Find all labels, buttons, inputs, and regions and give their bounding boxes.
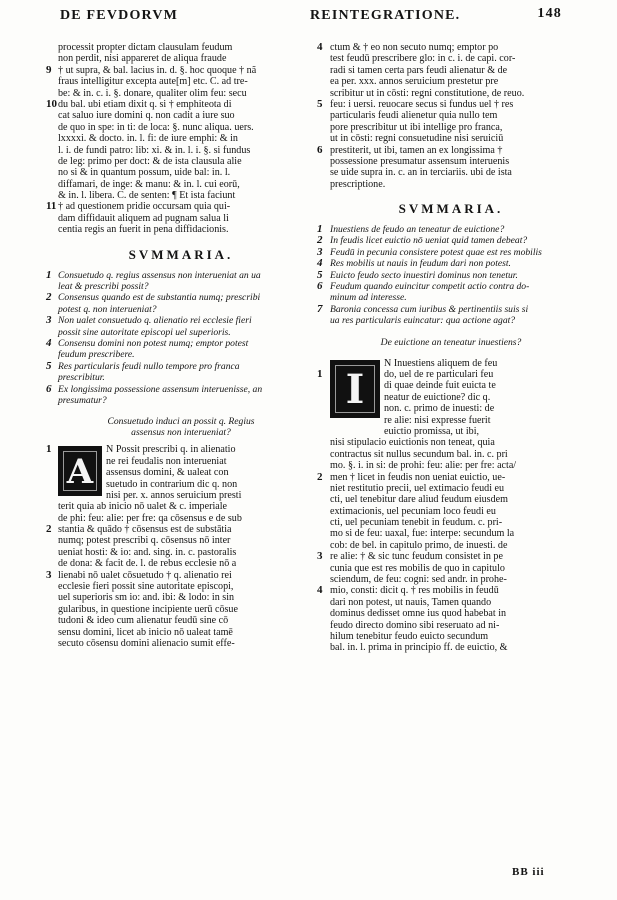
margin-number: 1 [46, 443, 52, 456]
line-text: de quo in spe: in ti: de loca: §. nunc aliqua. uers. [58, 121, 254, 133]
body-line [330, 494, 572, 505]
text-line [58, 145, 304, 156]
body-line [330, 426, 572, 437]
summaria-item [46, 291, 304, 304]
line-text: l. i. de fundi patro: lib: xi. & in. l. i. §. si fundus [58, 144, 251, 156]
margin-number: 10 [46, 97, 57, 110]
body-line [330, 608, 572, 619]
body-line [58, 501, 304, 512]
body-line [58, 456, 304, 467]
body-line [330, 460, 572, 471]
line-text: possessione presumatur assensum interuenis [330, 155, 510, 167]
line-text: Res mobilis ut nauis in feudum dari non potest. [330, 258, 511, 270]
line-text: Non ualet consuetudo q. alienatio rei ecclesie fieri [58, 315, 252, 327]
line-text: diffamari, de inge: & manu: & in. l. cui eorū, [58, 178, 240, 190]
body-line [58, 627, 304, 638]
line-text: mo. §. i. in si: de prohi: feu: alie: per fre: acta/ [330, 460, 517, 472]
line-text: ea per. xxx. annos seruicium prestetur pre [330, 76, 499, 88]
line-text: suetudo in contrarium dic q. non [106, 478, 238, 490]
line-text: secuto cōsensu domini alienacio sumit effe- [58, 637, 235, 649]
summaria-item [46, 268, 304, 281]
line-text: sciendum, de feu: cogni: sed andr. in prohe- [330, 574, 507, 586]
margin-number: 9 [46, 63, 52, 76]
line-text: ueniat hosti: & io: and. sing. in. c. pastoralis [58, 546, 237, 558]
body-line [330, 403, 572, 414]
body-line [317, 470, 572, 483]
left-column [46, 42, 304, 649]
summaria-heading-left: SVMMARIA. [128, 246, 234, 262]
body-line [46, 568, 304, 581]
line-text: Res particularis feudi nullo tempore pro franca [58, 360, 240, 372]
text-line [46, 63, 304, 76]
summaria-item [330, 292, 572, 303]
margin-number: 1 [317, 223, 323, 236]
body-line [58, 638, 304, 649]
line-text: bal. in. l. prima in principio ff. de euictio, & [330, 642, 508, 654]
text-line [317, 143, 572, 156]
line-text: presumatur? [58, 394, 107, 406]
line-text: prescribitur. [58, 372, 105, 384]
margin-number: 7 [317, 302, 323, 315]
summaria-item [46, 359, 304, 372]
text-line [330, 133, 572, 144]
body-line [317, 584, 572, 597]
line-text: Feudum quando euincitur competit actio contra do- [330, 281, 530, 293]
line-text: Consuetudo q. regius assensus non interueniat an ua [58, 269, 261, 281]
summaria-item [58, 327, 304, 338]
line-text: fraus intelligitur excepta aute[m] etc. C. ad tre- [58, 76, 248, 88]
line-text: cti, uel tenebitur dare aliud feudum eiusdem [330, 494, 508, 506]
line-text: particularis feudi alienetur quia nullo tem [330, 110, 498, 122]
left-body-text [46, 443, 304, 649]
text-line [330, 53, 572, 64]
line-text: extimacionis, uel pecuniam loco feudi eu [330, 505, 496, 517]
line-text: cat saluo iure domini q. non cadit a iure suo [58, 110, 235, 122]
body-line [317, 367, 572, 380]
right-body-text [317, 357, 572, 654]
text-line [58, 122, 304, 133]
summaria-item [46, 336, 304, 349]
summaria-item [58, 349, 304, 360]
right-text-block [317, 41, 572, 190]
margin-number: 3 [317, 245, 323, 258]
summaria-item [317, 257, 572, 270]
body-line [58, 467, 304, 478]
line-text: stantia & quādo † cōsensus est de substātia [58, 524, 232, 536]
line-text: niet restitutio precii, uel extimacio feudi eu [330, 482, 505, 494]
text-line [330, 88, 572, 99]
text-line [58, 110, 304, 121]
margin-number: 2 [317, 234, 323, 247]
body-line [330, 483, 572, 494]
line-text: ut in cōsti: regni consuetudine nisi seruiciū [330, 133, 504, 145]
text-line [58, 224, 304, 235]
line-text: potest q. non interueniat? [58, 303, 157, 315]
line-text: lxxxxi. & docto. in. l. fi: de iure emphi: & in [58, 133, 238, 145]
line-text: prescriptione. [330, 178, 386, 190]
body-line [330, 517, 572, 528]
text-line [58, 133, 304, 144]
line-text: men † licet in feudis non ueniat euictio, ue- [330, 471, 506, 483]
line-text: possit sine autoritate episcopi uel superioris. [58, 326, 231, 338]
body-line [330, 620, 572, 631]
margin-number: 6 [317, 280, 323, 293]
line-text: nisi per. x. annos seruicium presti [106, 489, 242, 501]
line-text: Inuestiens de feudo an teneatur de euictione? [330, 224, 505, 236]
section-heading-line: De euictione an teneatur inuestiens? [380, 336, 522, 348]
text-line [58, 213, 304, 224]
summaria-item [317, 280, 572, 293]
line-text: & in. l. libera. C. de senten: ¶ Et ista faciunt [58, 190, 236, 202]
text-line [58, 42, 304, 53]
line-text: † ad questionem pridie occursam quia qui- [58, 201, 231, 213]
summaria-item [317, 234, 572, 247]
line-text: terit quia ab inicio nō ualet & c. imperiale [58, 501, 228, 513]
header-right: REINTEGRATIONE. [310, 8, 461, 23]
text-line [58, 76, 304, 87]
margin-number: 1 [317, 367, 323, 380]
summaria-item [317, 268, 572, 281]
margin-number: 3 [46, 568, 52, 581]
line-text: dari non potest, ut nauis, Tamen quando [330, 596, 492, 608]
text-line [58, 179, 304, 190]
margin-number: 6 [46, 382, 52, 395]
margin-number: 5 [46, 359, 52, 372]
line-text: re alie: nisi expresse fuerit [384, 414, 491, 426]
margin-number: 1 [46, 268, 52, 281]
body-line [46, 443, 304, 456]
body-line [58, 513, 304, 524]
line-text: dam diffidauit aliquem ad pugnam salua li [58, 212, 229, 224]
text-line [330, 65, 572, 76]
line-text: radi si tamen certa pars feudi alienatur & de [330, 64, 508, 76]
line-text: numq; potest prescribi q. cōsensus nō inter [58, 535, 231, 547]
line-text: Ex longissima possessione assensum interuenisse, an [58, 383, 263, 395]
line-text: cunia que est res mobilis de quo in capitulo [330, 562, 505, 574]
body-line [330, 540, 572, 551]
summaria-item [317, 245, 572, 258]
body-line [58, 490, 304, 501]
line-text: ne rei feudalis non interueniat [106, 455, 227, 467]
line-text: Feudū in pecunia consistere potest quae est res mobilis [330, 246, 542, 258]
header-left: DE FEVDORVM [60, 8, 179, 23]
line-text: assensus domini, & ualeat con [106, 467, 229, 479]
initial-letter: A [66, 452, 94, 493]
text-line [330, 156, 572, 167]
section-heading-line: Consuetudo induci an possit q. Regius [107, 416, 255, 428]
summaria-item [58, 304, 304, 315]
margin-number: 11 [46, 200, 57, 213]
section-heading-right [330, 337, 572, 348]
body-line [330, 437, 572, 448]
line-text: uel superioris sm io: and. ibi: & lodo: in sin [58, 592, 235, 604]
line-text: neatur de euictione? dic q. [384, 391, 491, 403]
right-body [317, 357, 572, 654]
body-line [330, 642, 572, 653]
line-text: test feudū prescribere glo: in c. i. de capi. cor- [330, 53, 516, 65]
line-text: centia regis an fuerit in pena diffidacionis. [58, 224, 229, 236]
body-line [330, 563, 572, 574]
right-column [317, 41, 572, 654]
line-text: feudum prescribere. [58, 349, 135, 361]
body-line [46, 523, 304, 536]
margin-number: 3 [46, 314, 52, 327]
line-text: de phi: feu: alie: per fre: qa cōsensus e de sub [58, 512, 242, 524]
line-text: ua res particularis euincatur: qua actione agat? [330, 315, 516, 327]
line-text: Euicto feudo secto inuestiri dominus non tenetur. [330, 269, 518, 281]
text-line [58, 156, 304, 167]
line-text: dominus dedisset omne ius quod habebat in [330, 608, 507, 620]
line-text: non perdit, nisi appareret de aliqua fraude [58, 53, 227, 65]
line-text: leat & prescribi possit? [58, 281, 149, 293]
line-text: nisi stipulacio euictionis non teneat, quia [330, 437, 495, 449]
page-number: 148 [537, 6, 562, 21]
line-text: gularibus, in questione incipiente uerū cōsue [58, 603, 238, 615]
summaria-item [46, 314, 304, 327]
line-text: tudoni & ideo cum alienatur feudū sine cō [58, 615, 229, 627]
line-text: Baronia concessa cum iuribus & pertinentiis suis si [330, 303, 529, 315]
body-line [58, 547, 304, 558]
margin-number: 6 [317, 143, 323, 156]
body-line [58, 604, 304, 615]
line-text: de dona: & facit de. l. de rebus ecclesie nō a [58, 558, 237, 570]
body-line [58, 558, 304, 569]
text-line [330, 110, 572, 121]
text-line [330, 167, 572, 178]
margin-number: 2 [46, 523, 52, 536]
body-line [58, 615, 304, 626]
summaria-item [58, 372, 304, 383]
text-line [58, 167, 304, 178]
body-line [58, 479, 304, 490]
running-header [60, 6, 562, 30]
line-text: N Possit prescribi q. in alienatio [106, 444, 236, 456]
summaria-item [58, 281, 304, 292]
initial-letter: I [345, 365, 365, 413]
line-text: se uide supra in. c. an in terciariis. ubi de ista [330, 167, 512, 179]
line-text: cob: de bel. in capitulo primo, de inuesti. de [330, 539, 508, 551]
line-text: scribitur ut in cōsti: regni constitutione, de reuo. [330, 87, 525, 99]
line-text: mio, consti: dicit q. † res mobilis in feudū [330, 585, 499, 597]
text-line [317, 41, 572, 53]
line-text: ecclesie fieri possit sine autoritate episcopi, [58, 581, 234, 593]
line-text: mo si de feu: uaxal, fue: interpe: secundum la [330, 528, 515, 540]
line-text: ctum & † eo non secuto numq; emptor po [330, 42, 499, 53]
margin-number: 2 [46, 291, 52, 304]
summaria-list-right [317, 223, 572, 327]
section-heading-left [58, 416, 304, 438]
line-text: feu: i uersi. reuocare secus si fundus uel † res [330, 98, 514, 110]
body-line [58, 592, 304, 603]
text-line [58, 88, 304, 99]
text-line [317, 97, 572, 110]
summaria-list-left [46, 268, 304, 407]
text-line [46, 200, 304, 213]
summaria-item [330, 315, 572, 326]
margin-number: 4 [317, 584, 323, 597]
margin-number: 5 [317, 97, 323, 110]
section-heading-line: assensus non interueniat? [131, 427, 231, 439]
line-text: du bal. ubi etiam dixit q. si † emphiteota di [58, 98, 232, 110]
line-text: In feudis licet euictio nō ueniat quid tamen debeat? [330, 235, 528, 247]
text-line [330, 122, 572, 133]
margin-number: 4 [317, 41, 323, 53]
line-text: non. c. primo de inuesti: de [384, 403, 495, 415]
line-text: pore prescribitur ut ibi intellige pro franca, [330, 121, 503, 133]
margin-number: 5 [317, 268, 323, 281]
summaria-item [58, 395, 304, 406]
body-line [330, 392, 572, 403]
line-text: lienabi nō ualet cōsuetudo † q. alienatio rei [58, 569, 232, 581]
line-text: processit propter dictam clausulam feudum [58, 42, 233, 53]
body-line [330, 631, 572, 642]
left-text-block [46, 42, 304, 236]
margin-number: 4 [317, 257, 323, 270]
line-text: Consensu domini non potest numq; emptor potest [58, 337, 249, 349]
body-line [330, 506, 572, 517]
text-line [330, 179, 572, 190]
left-body [46, 443, 304, 649]
line-text: Consensus quando est de substantia numq; prescribi [58, 292, 261, 304]
line-text: be: & in. c. i. §. donare, qualiter olim feu: secu [58, 87, 247, 99]
line-text: contractus sit nullus secundum bal. in. c. pri [330, 448, 508, 460]
body-line [330, 597, 572, 608]
summaria-item [317, 223, 572, 236]
text-line [46, 97, 304, 110]
line-text: sensu domini, licet ab inicio nō ualeat tamē [58, 626, 233, 638]
line-text: prestiterit, ut ibi, tamen an ex longissima † [330, 144, 503, 156]
summaria-item [317, 302, 572, 315]
body-line [58, 535, 304, 546]
line-text: † ut supra, & bal. lacius in. d. §. hoc quoque † nã [58, 64, 257, 76]
body-line [330, 415, 572, 426]
body-line [330, 358, 572, 369]
line-text: do, uel de re particulari feu [384, 368, 494, 380]
line-text: feudo directo domino sibi reseruato ad ni- [330, 619, 500, 631]
text-line [330, 76, 572, 87]
line-text: no si & in quantum possum, uide bal: in. l. [58, 167, 231, 179]
body-line [58, 581, 304, 592]
line-text: re alie: † & sic tunc feudum consistet in pe [330, 551, 503, 563]
body-line [317, 550, 572, 563]
body-line [330, 380, 572, 391]
margin-number: 3 [317, 550, 323, 563]
line-text: euictio promissa, ut ibi, [384, 425, 480, 437]
line-text: hilum tenebitur feudo euicto secundum [330, 630, 489, 642]
summaria-heading-right: SVMMARIA. [398, 201, 504, 217]
text-line [58, 190, 304, 201]
body-line [330, 449, 572, 460]
line-text: di quae deinde fuit euicta te [384, 380, 496, 392]
line-text: cti, uel pecuniam tenebit in feudum. c. pri- [330, 517, 503, 529]
signature-mark: BB iii [512, 866, 545, 878]
text-line [58, 53, 304, 64]
body-line [330, 528, 572, 539]
margin-number: 4 [46, 336, 52, 349]
body-line [330, 574, 572, 585]
line-text: minum ad interesse. [330, 292, 407, 304]
line-text: N Inuestiens aliquem de feu [384, 357, 498, 369]
line-text: de leg: primo per doct: & de ista clausula alie [58, 155, 242, 167]
margin-number: 2 [317, 470, 323, 483]
summaria-item [46, 382, 304, 395]
